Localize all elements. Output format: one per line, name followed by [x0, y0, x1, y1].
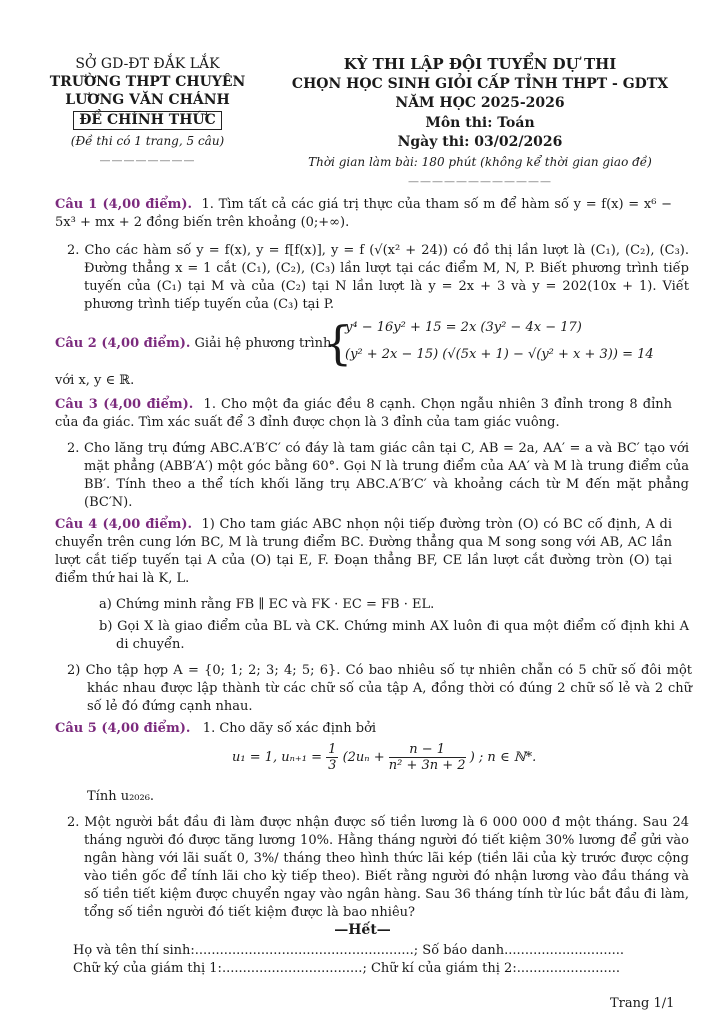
equation-2: (y² + 2x − 15) (√(5x + 1) − √(y² + x + 3)) = 14 [345, 347, 654, 362]
end-marker: —Hết— [334, 922, 391, 938]
school-name-1: TRƯỜNG THPT CHUYÊN [49, 74, 246, 90]
fraction-one-third: $\frac{1}{3}$ [328, 742, 337, 773]
question-4-label: Câu 4 (4,00 điểm). [55, 517, 193, 532]
exam-date: Ngày thi: 03/02/2026 [397, 134, 563, 150]
header-right [255, 55, 705, 192]
question-3-part-1 [55, 396, 672, 432]
question-5-part-1-text: 1. Cho dãy số xác định bởi [202, 721, 377, 736]
system-brace: { [323, 316, 353, 370]
header-left [20, 55, 275, 170]
sequence-formula: u₁ = 1, uₙ₊₁ = $\frac{1}{3}$ (2uₙ + $\frac{n - 1}{\text{n² + 3n + 2}}$ ) ; n ∈ ℕ*. [232, 742, 537, 773]
subject: Môn thi: Toán [425, 114, 535, 131]
proctor-signature-line: Chữ ký của giám thị 1:..................................; Chữ kí của giám thị 2:......................... [73, 961, 621, 976]
question-5-part-1-intro [55, 720, 672, 738]
candidate-info-line: Họ và tên thí sinh:.....................................................; Số báo danh............................. [73, 943, 624, 958]
school-name-2: LƯƠNG VĂN CHÁNH [65, 92, 230, 108]
question-4-part-2: 2) Cho tập hợp A = {0; 1; 2; 3; 4; 5; 6}. Có bao nhiêu số tự nhiên chẵn có 5 chữ số đôi một khác nhau được lập thành từ các chữ số của tập A, đồng thời có đúng 2 chữ số lẻ và 2 chữ số lẻ đó đứng cạnh nhau. [67, 663, 692, 714]
question-3-part-2: 2. Cho lăng trụ đứng ABC.A′B′C′ có đáy là tam giác cân tại C, AB = 2a, AA′ = a và BC′ tạo với mặt phẳng (ABB′A′) một góc bằng 60°. Gọi N là trung điểm của AA′ và M là trung điểm của BB′. Tính theo a thể tích khối lăng trụ ABC.A′B′C′ và khoảng cách từ M đến mặt phẳng (BC′N). [67, 441, 689, 510]
question-1-part-1 [55, 196, 672, 232]
exam-duration: Thời gian làm bài: 180 phút (không kể thời gian giao đề) [308, 154, 652, 169]
question-4-part-1-text: 1) Cho tam giác ABC nhọn nội tiếp đường tròn (O) có BC cố định, A di chuyển trên cung lớn BC, M là trung điểm BC. Đường thẳng qua M song song với AB, AC lần lượt cắt tiếp tuyến tại A của (O) tại E, F. Đoạn thẳng BF, CE lần lượt cắt đường tròn (O) tại điểm thứ hai là K, L. [55, 517, 673, 586]
question-2 [55, 316, 672, 370]
department: SỞ GD-ĐT ĐẮK LẮK [75, 56, 220, 72]
question-5-part-2: 2. Một người bắt đầu đi làm được nhận được số tiền lương là 6 000 000 đ một tháng. Sau 24 tháng người đó được tăng lương 10%. Hằng tháng người đó tiết kiệm 30% lương để gửi vào ngân hàng với lãi suất 0, 3%/ tháng theo hình thức lãi kép (tiền lãi của kỳ trước được cộng vào tiền gốc để tính lãi cho kỳ tiếp theo). Biết rằng người đó nhận lương vào đầu tháng và số tiền tiết kiệm được chuyển ngay vào ngân hàng. Sau 36 tháng tính từ lúc bắt đầu đi làm, tổng số tiền người đó tiết kiệm được là bao nhiêu? [67, 815, 689, 920]
question-4-part-1 [55, 516, 672, 588]
school-year: NĂM HỌC 2025-2026 [395, 95, 565, 111]
pages-note: (Đề thi có 1 trang, 5 câu) [70, 134, 225, 148]
question-4-part-1a: a) Chứng minh rằng FB ∥ EC và FK · EC = FB · EL. [99, 597, 435, 612]
left-separator: ———————— [99, 154, 196, 167]
question-2-label: Câu 2 (4,00 điểm). [55, 336, 191, 351]
question-3-label: Câu 3 (4,00 điểm). [55, 397, 194, 412]
right-separator: ———————————— [408, 175, 552, 188]
question-1-part-2: 2. Cho các hàm số y = f(x), y = f[f(x)], y = f (√(x² + 24)) có đồ thị lần lượt là (C₁), (C₂), (C₃). Đường thẳng x = 1 cắt (C₁), (C₂), (C₃) lần lượt tại các điểm M, N, P. Biết phương trình tiếp tuyến của (C₁) tại M và của (C₂) tại N lần lượt là y = 2x + 3 và y = 202(10x + 1). Viết phương trình tiếp tuyến của (C₃) tại P. [67, 243, 689, 312]
exam-title-2: CHỌN HỌC SINH GIỎI CẤP TỈNH THPT - GDTX [291, 75, 669, 92]
fraction-n: $\frac{n - 1}{\text{n² + 3n + 2}}$ [388, 742, 466, 773]
question-2-intro: Giải hệ phương trình [194, 336, 332, 351]
official-exam-badge: ĐỀ CHÍNH THỨC [73, 111, 222, 130]
question-1-label: Câu 1 (4,00 điểm). [55, 197, 193, 212]
question-4-part-1b: b) Gọi X là giao điểm của BL và CK. Chứng minh AX luôn đi qua một điểm cố định khi A di chuyển. [99, 619, 689, 652]
page-number: Trang 1/1 [610, 996, 675, 1011]
exam-title-1: KỲ THI LẬP ĐỘI TUYỂN DỰ THI [343, 55, 617, 73]
question-5-label: Câu 5 (4,00 điểm). [55, 721, 191, 736]
question-3-part-1-text: 1. Cho một đa giác đều 8 cạnh. Chọn ngẫu nhiên 3 đỉnh trong 8 đỉnh của đa giác. Tìm xác suất để 3 đỉnh được chọn là 3 đỉnh của tam giác vuông. [55, 397, 673, 430]
equation-1: y⁴ − 16y² + 15 = 2x (3y² − 4x − 17) [345, 320, 582, 335]
question-2-domain: với x, y ∈ ℝ. [55, 373, 135, 388]
question-5-part-1-ask: Tính u₂₀₂₆. [87, 789, 155, 804]
question-1-part-1-text: 1. Tìm tất cả các giá trị thực của tham số m để hàm số y = f(x) = x⁶ − 5x³ + mx + 2 đồng biến trên khoảng (0;+∞). [55, 197, 672, 230]
